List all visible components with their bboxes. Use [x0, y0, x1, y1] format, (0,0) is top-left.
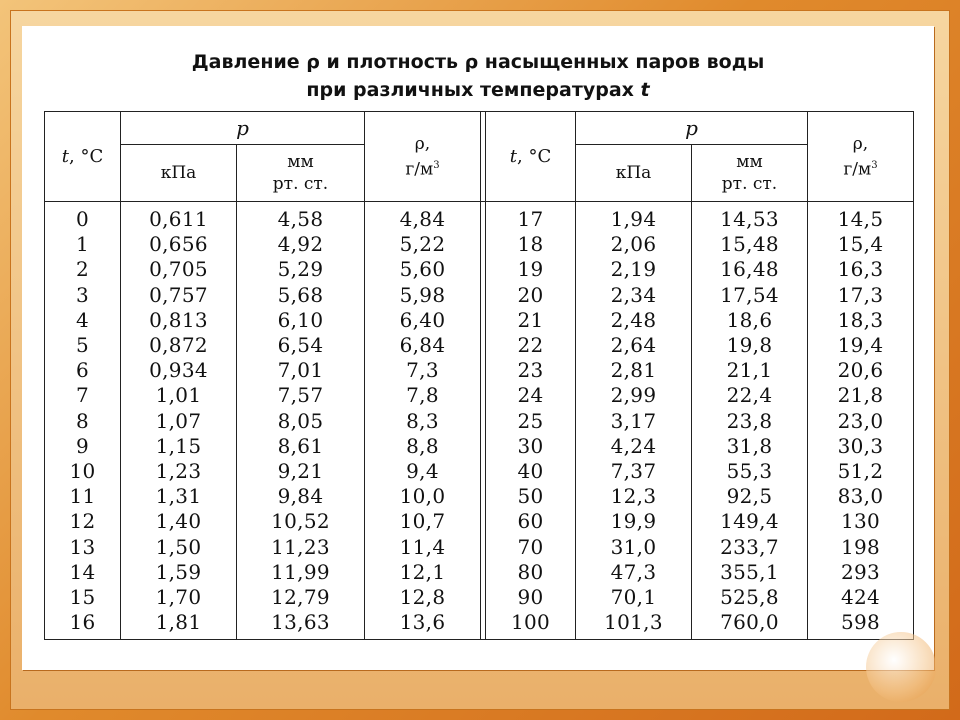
- cell-t: 15: [45, 585, 121, 610]
- cell-t: 0: [45, 202, 121, 233]
- title-line-2: [22, 76, 934, 104]
- cell-t: 13: [45, 534, 121, 559]
- cell-density: 51,2: [808, 459, 914, 484]
- cell-mmhg: 11,99: [237, 560, 365, 585]
- cell-t: 7: [45, 383, 121, 408]
- cell-mmhg: 16,48: [692, 257, 808, 282]
- cell-density: 8,8: [365, 434, 481, 459]
- cell-mmhg: 92,5: [692, 484, 808, 509]
- cell-mmhg: 525,8: [692, 585, 808, 610]
- cell-t: 18: [486, 232, 576, 257]
- cell-t: 2: [45, 257, 121, 282]
- cell-t: 17: [486, 202, 576, 233]
- table-row: [45, 257, 914, 282]
- cell-density: 5,98: [365, 283, 481, 308]
- cell-mmhg: 12,79: [237, 585, 365, 610]
- cell-t: 80: [486, 560, 576, 585]
- cell-t: 20: [486, 283, 576, 308]
- cell-kpa: 1,94: [576, 202, 692, 233]
- cell-density: 12,8: [365, 585, 481, 610]
- cell-mmhg: 13,63: [237, 610, 365, 640]
- table-row: [45, 283, 914, 308]
- cell-kpa: 47,3: [576, 560, 692, 585]
- cell-mmhg: 14,53: [692, 202, 808, 233]
- cell-density: 14,5: [808, 202, 914, 233]
- cell-kpa: 0,872: [121, 333, 237, 358]
- table-row: [45, 484, 914, 509]
- cell-kpa: 2,34: [576, 283, 692, 308]
- cell-mmhg: 11,23: [237, 534, 365, 559]
- cell-mmhg: 6,54: [237, 333, 365, 358]
- cell-t: 1: [45, 232, 121, 257]
- title-line-2-text: при различных температурах: [306, 79, 641, 101]
- cell-t: 23: [486, 358, 576, 383]
- cell-t: 19: [486, 257, 576, 282]
- cell-mmhg: 10,52: [237, 509, 365, 534]
- cell-density: 6,84: [365, 333, 481, 358]
- cell-t: 3: [45, 283, 121, 308]
- cell-t: 5: [45, 333, 121, 358]
- cell-kpa: 2,06: [576, 232, 692, 257]
- cell-kpa: 1,07: [121, 409, 237, 434]
- table-row: [45, 560, 914, 585]
- cell-t: 24: [486, 383, 576, 408]
- cell-kpa: 7,37: [576, 459, 692, 484]
- cell-t: 4: [45, 308, 121, 333]
- cell-kpa: 2,81: [576, 358, 692, 383]
- cell-mmhg: 55,3: [692, 459, 808, 484]
- table-row: [45, 434, 914, 459]
- cell-t: 30: [486, 434, 576, 459]
- cell-mmhg: 19,8: [692, 333, 808, 358]
- cell-t: 12: [45, 509, 121, 534]
- title-line-1: Давление ρ и плотность ρ насыщенных паров воды: [191, 51, 765, 73]
- cell-kpa: 1,81: [121, 610, 237, 640]
- cell-kpa: 3,17: [576, 409, 692, 434]
- cell-kpa: 31,0: [576, 534, 692, 559]
- header-rho-right: ρ, $г/м^3$: [808, 112, 914, 202]
- cell-kpa: 2,64: [576, 333, 692, 358]
- cell-density: 7,8: [365, 383, 481, 408]
- cell-density: 8,3: [365, 409, 481, 434]
- cell-kpa: 1,59: [121, 560, 237, 585]
- cell-density: 11,4: [365, 534, 481, 559]
- cell-kpa: 0,934: [121, 358, 237, 383]
- cell-kpa: 1,23: [121, 459, 237, 484]
- cell-kpa: 1,70: [121, 585, 237, 610]
- cell-kpa: 0,757: [121, 283, 237, 308]
- table-title: [22, 48, 934, 104]
- table-row: [45, 610, 914, 640]
- table-row: [45, 585, 914, 610]
- header-mmhg-left: мм рт. ст.: [237, 145, 365, 202]
- cell-mmhg: 18,6: [692, 308, 808, 333]
- cell-t: 60: [486, 509, 576, 534]
- cell-mmhg: 17,54: [692, 283, 808, 308]
- cell-mmhg: 149,4: [692, 509, 808, 534]
- header-p-left: p: [121, 112, 365, 145]
- cell-t: 8: [45, 409, 121, 434]
- cell-t: 100: [486, 610, 576, 640]
- table-row: [45, 333, 914, 358]
- cell-density: 30,3: [808, 434, 914, 459]
- cell-t: 50: [486, 484, 576, 509]
- cell-density: 5,60: [365, 257, 481, 282]
- cell-mmhg: 22,4: [692, 383, 808, 408]
- cell-mmhg: 23,8: [692, 409, 808, 434]
- header-kpa-right: кПа: [576, 145, 692, 202]
- cell-density: 19,4: [808, 333, 914, 358]
- header-t-right: t, °C: [486, 112, 576, 202]
- cell-density: 83,0: [808, 484, 914, 509]
- cell-kpa: 2,99: [576, 383, 692, 408]
- cell-density: 17,3: [808, 283, 914, 308]
- cell-t: 11: [45, 484, 121, 509]
- cell-density: 21,8: [808, 383, 914, 408]
- cell-mmhg: 6,10: [237, 308, 365, 333]
- table-row: [45, 308, 914, 333]
- title-var-t: t: [640, 79, 650, 101]
- cell-t: 16: [45, 610, 121, 640]
- header-p-right: p: [576, 112, 808, 145]
- cell-density: 10,7: [365, 509, 481, 534]
- cell-t: 10: [45, 459, 121, 484]
- cell-density: 6,40: [365, 308, 481, 333]
- cell-density: 10,0: [365, 484, 481, 509]
- cell-mmhg: 233,7: [692, 534, 808, 559]
- cell-mmhg: 5,29: [237, 257, 365, 282]
- header-rho-left: ρ, $г/м^3$: [365, 112, 481, 202]
- table-row: [45, 459, 914, 484]
- cell-density: 18,3: [808, 308, 914, 333]
- cell-mmhg: 8,05: [237, 409, 365, 434]
- cell-kpa: 1,50: [121, 534, 237, 559]
- table-row: [45, 232, 914, 257]
- cell-t: 6: [45, 358, 121, 383]
- cell-density: 13,6: [365, 610, 481, 640]
- cell-mmhg: 9,21: [237, 459, 365, 484]
- cell-mmhg: 7,57: [237, 383, 365, 408]
- cell-mmhg: 4,58: [237, 202, 365, 233]
- cell-density: 4,84: [365, 202, 481, 233]
- cell-density: 293: [808, 560, 914, 585]
- cell-kpa: 1,31: [121, 484, 237, 509]
- cell-kpa: 0,705: [121, 257, 237, 282]
- table-row: [45, 509, 914, 534]
- cell-kpa: 1,01: [121, 383, 237, 408]
- cell-density: 12,1: [365, 560, 481, 585]
- cell-kpa: 4,24: [576, 434, 692, 459]
- cell-density: 5,22: [365, 232, 481, 257]
- cell-t: 90: [486, 585, 576, 610]
- cell-t: 70: [486, 534, 576, 559]
- cell-kpa: 2,48: [576, 308, 692, 333]
- cell-kpa: 0,656: [121, 232, 237, 257]
- cell-density: 20,6: [808, 358, 914, 383]
- cell-mmhg: 5,68: [237, 283, 365, 308]
- cell-t: 9: [45, 434, 121, 459]
- cell-mmhg: 31,8: [692, 434, 808, 459]
- cell-mmhg: 8,61: [237, 434, 365, 459]
- cell-t: 25: [486, 409, 576, 434]
- cell-density: 16,3: [808, 257, 914, 282]
- cell-t: 14: [45, 560, 121, 585]
- table-row: [45, 534, 914, 559]
- cell-mmhg: 15,48: [692, 232, 808, 257]
- cell-kpa: 0,813: [121, 308, 237, 333]
- cell-kpa: 1,15: [121, 434, 237, 459]
- cell-density: 424: [808, 585, 914, 610]
- header-t-left: t, °C: [45, 112, 121, 202]
- cell-density: 598: [808, 610, 914, 640]
- cell-kpa: 70,1: [576, 585, 692, 610]
- table-row: [45, 409, 914, 434]
- cell-kpa: 19,9: [576, 509, 692, 534]
- saturated-vapor-table: [44, 111, 914, 640]
- cell-t: 21: [486, 308, 576, 333]
- cell-density: 130: [808, 509, 914, 534]
- header-mmhg-right: мм рт. ст.: [692, 145, 808, 202]
- cell-density: 23,0: [808, 409, 914, 434]
- table-page: [22, 26, 934, 670]
- cell-kpa: 1,40: [121, 509, 237, 534]
- cell-mmhg: 760,0: [692, 610, 808, 640]
- table-row: [45, 358, 914, 383]
- cell-t: 22: [486, 333, 576, 358]
- cell-t: 40: [486, 459, 576, 484]
- table-row: [45, 202, 914, 233]
- cell-mmhg: 4,92: [237, 232, 365, 257]
- cell-mmhg: 7,01: [237, 358, 365, 383]
- cell-mmhg: 9,84: [237, 484, 365, 509]
- cell-kpa: 12,3: [576, 484, 692, 509]
- header-kpa-left: кПа: [121, 145, 237, 202]
- cell-kpa: 0,611: [121, 202, 237, 233]
- cell-kpa: 2,19: [576, 257, 692, 282]
- cell-kpa: 101,3: [576, 610, 692, 640]
- decorative-corner-circle: [866, 632, 936, 702]
- cell-density: 7,3: [365, 358, 481, 383]
- cell-mmhg: 355,1: [692, 560, 808, 585]
- table-row: [45, 383, 914, 408]
- cell-mmhg: 21,1: [692, 358, 808, 383]
- table-body: [45, 202, 914, 640]
- cell-density: 198: [808, 534, 914, 559]
- cell-density: 9,4: [365, 459, 481, 484]
- cell-density: 15,4: [808, 232, 914, 257]
